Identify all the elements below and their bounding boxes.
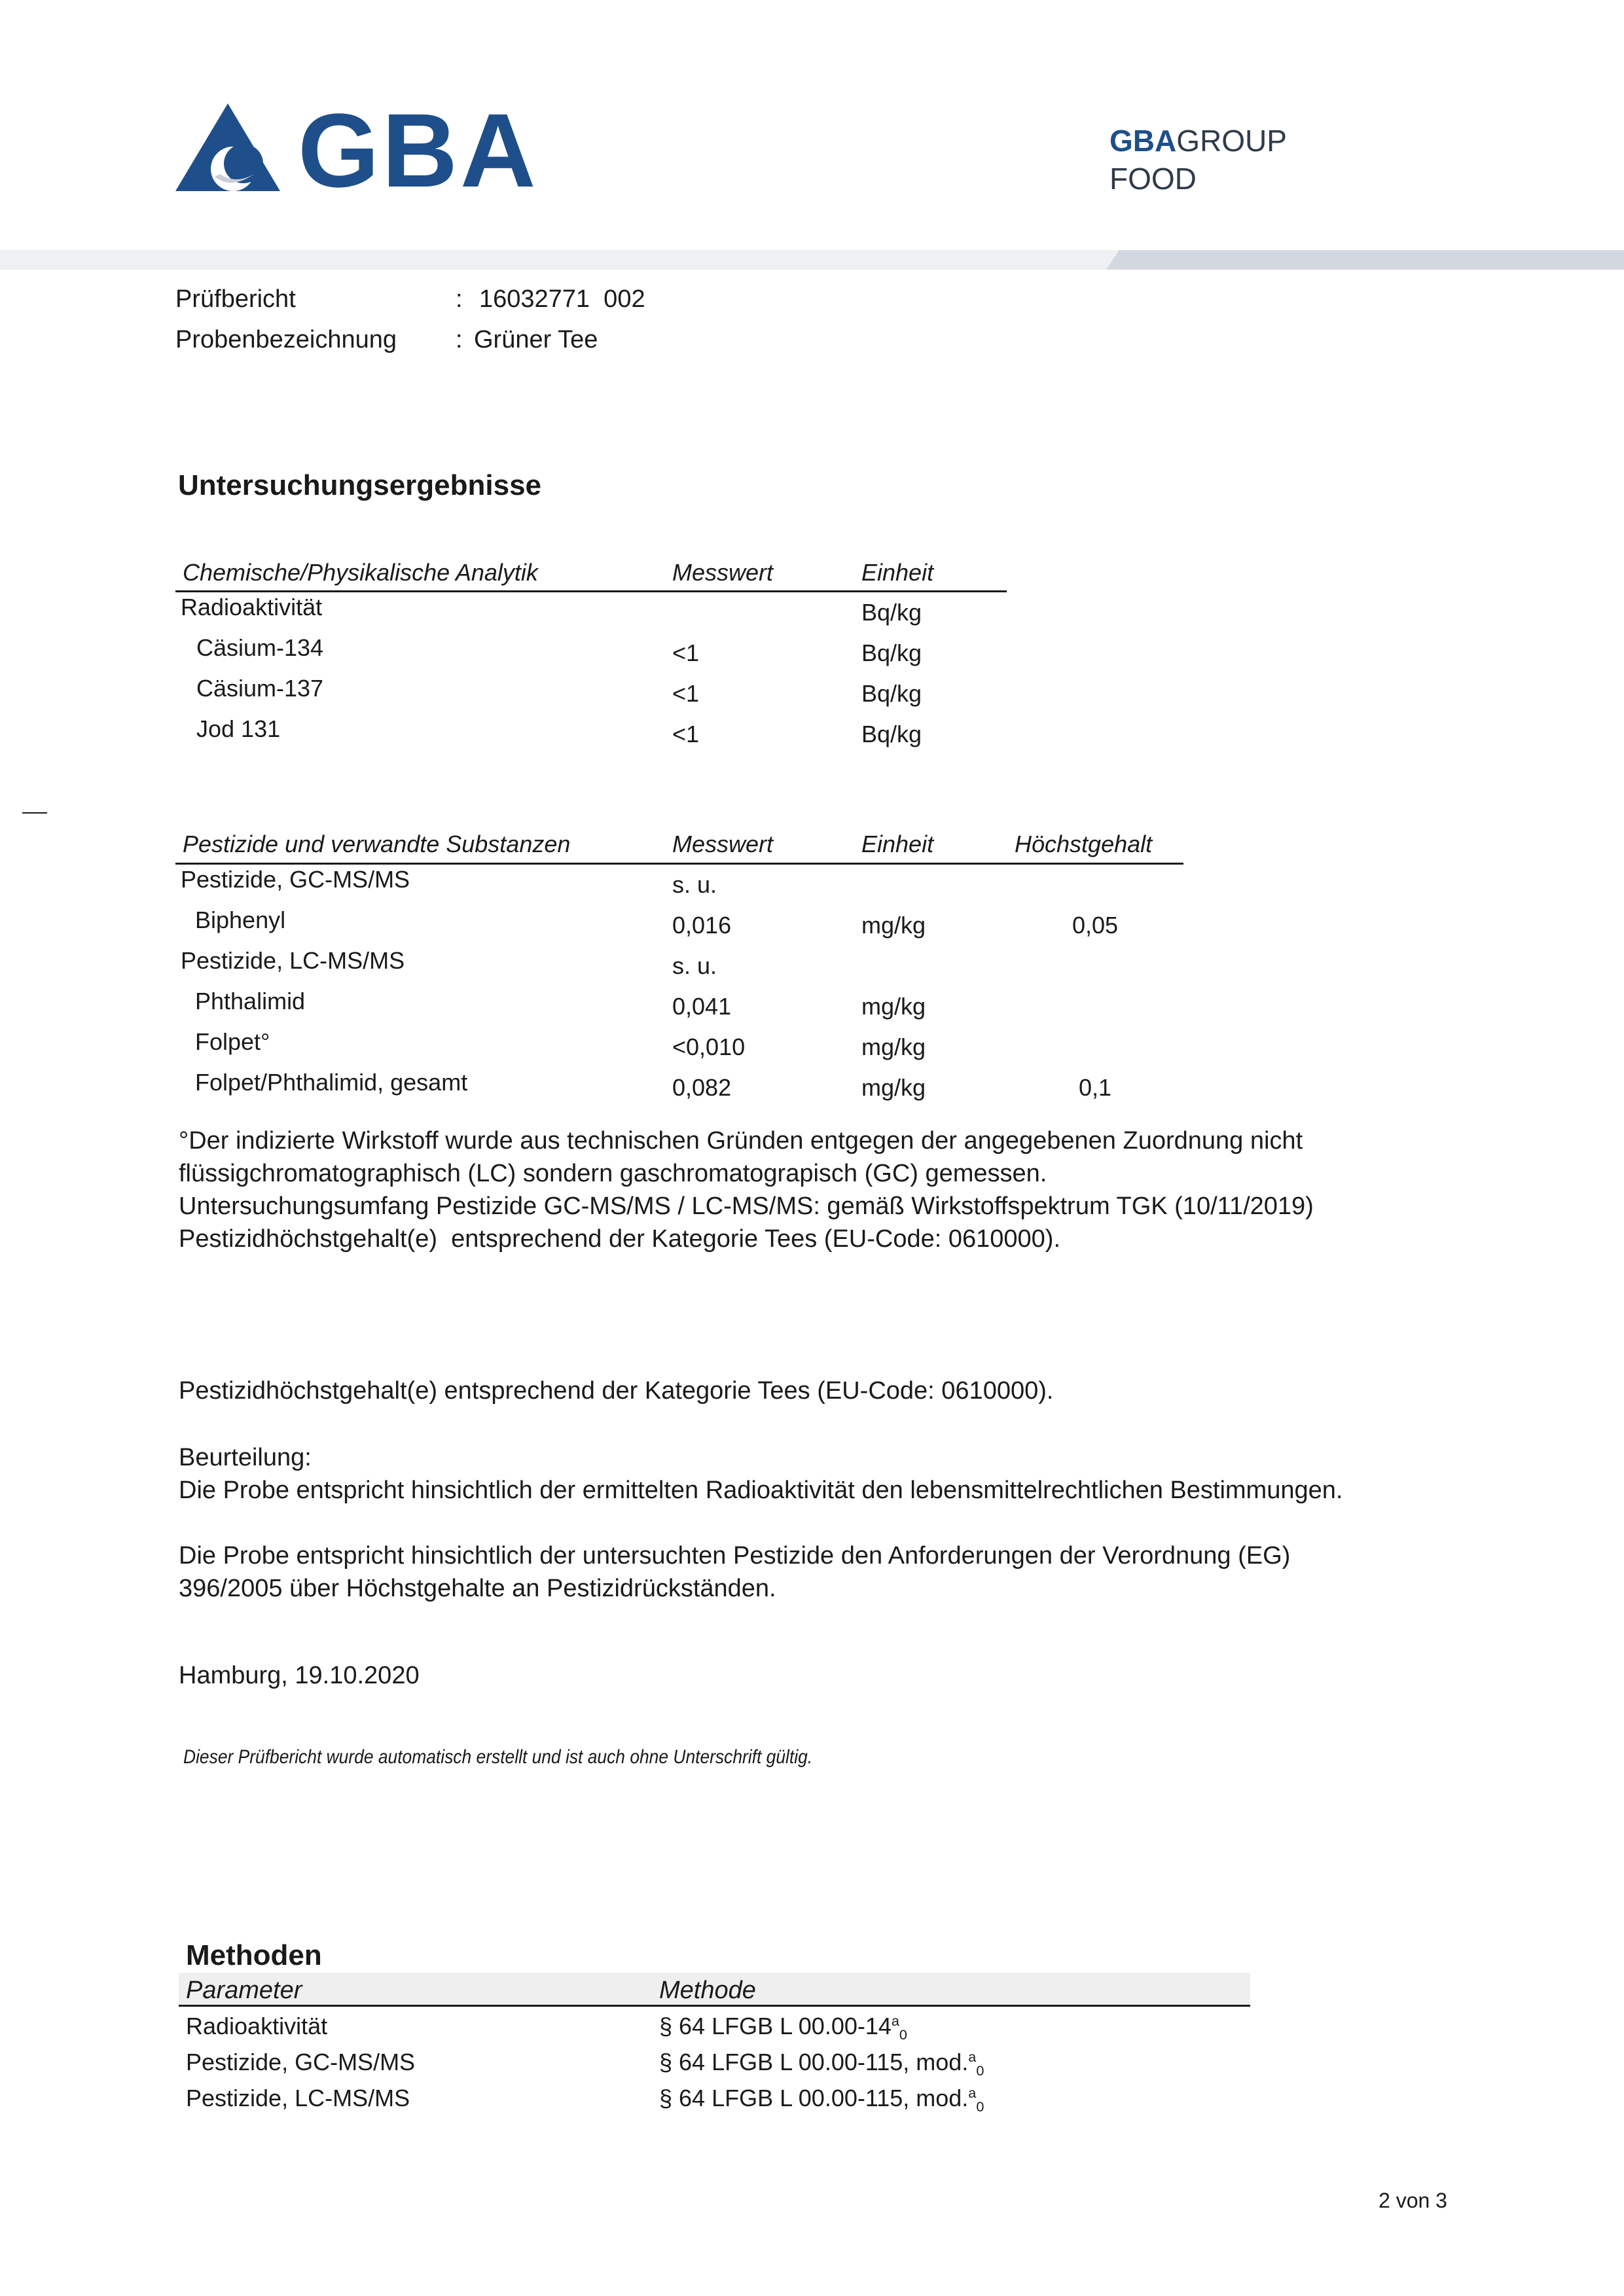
chem-header-unit: Einheit [861,559,934,586]
pest-header-unit: Einheit [861,831,934,857]
assessment-intro: Pestizidhöchstgehalt(e) entsprechend der Kategorie Tees (EU-Code: 0610000). [179,1377,1054,1405]
chem-row-radio-unit: Bq/kg [861,599,922,626]
methods-title: Methoden [186,1939,322,1971]
pest-header-max: Höchstgehalt [1015,831,1153,857]
note-line-1: °Der indizierte Wirkstoff wurde aus technischen Gründen entgegen der angegebenen Zuordnung nicht [179,1127,1303,1155]
pest-row-sum-unit: mg/kg [861,1074,926,1101]
method-row-radio-ref: § 64 LFGB L 00.00-14 [659,2013,892,2039]
pest-row-sum-max: 0,1 [1079,1074,1112,1101]
method-row-lc-sup: a [968,2085,977,2101]
assessment-pest-line-2: 396/2005 über Höchstgehalte an Pestizidrückständen. [179,1575,776,1602]
assessment-pest-line-1: Die Probe entspricht hinsichtlich der untersuchten Pestizide den Anforderungen der Verordnung (EG) [179,1542,1291,1570]
pest-row-biphenyl-unit: mg/kg [861,912,926,939]
methods-header-method: Methode [659,1977,756,2004]
sample-separator: : [456,326,463,353]
method-row-radio-sub: 0 [899,2026,907,2043]
division-label: FOOD [1110,162,1197,196]
group-label-rest: GROUP [1176,124,1287,158]
pest-header-substances: Pestizide und verwandte Substanzen [183,831,571,857]
method-row-lc-sub: 0 [976,2098,984,2115]
chem-row-iod-name: Jod 131 [196,715,281,742]
pest-row-biphenyl-value: 0,016 [672,912,732,939]
chem-header-value: Messwert [672,559,774,586]
method-row-radio-sup: a [891,2013,899,2029]
fold-mark [22,812,47,814]
method-row-gc-method [659,2049,984,2079]
chem-row-iod-unit: Bq/kg [861,721,922,747]
method-row-gc-ref: § 64 LFGB L 00.00-115, mod. [659,2049,969,2075]
methods-header-parameter: Parameter [186,1977,302,2004]
chem-header-analytics: Chemische/Physikalische Analytik [183,559,538,586]
pest-row-lc-name: Pestizide, LC-MS/MS [181,947,405,974]
header-band-accent [1106,250,1624,270]
group-label-bold: GBA [1110,124,1177,158]
methods-header-rule [179,2005,1250,2007]
note-line-3: Untersuchungsumfang Pestizide GC-MS/MS / LC-MS/MS: gemäß Wirkstoffspektrum TGK (10/11/2019) [179,1193,1314,1220]
page-number: 2 von 3 [1379,2189,1447,2212]
method-row-lc-param: Pestizide, LC-MS/MS [186,2085,410,2111]
pest-row-phthalimid-unit: mg/kg [861,993,926,1020]
chem-row-cs134-name: Cäsium-134 [196,634,324,661]
pest-row-sum-name: Folpet/Phthalimid, gesamt [195,1069,468,1096]
chem-row-cs137-name: Cäsium-137 [196,675,324,702]
pest-row-biphenyl-name: Biphenyl [195,906,286,933]
report-number: 16032771 002 [479,285,645,313]
group-label [1110,126,1287,156]
chem-row-radio-name: Radioaktivität [181,594,323,620]
chem-row-cs134-value: <1 [672,639,700,666]
pest-row-folpet-value: <0,010 [672,1033,746,1060]
pest-header-value: Messwert [672,831,774,857]
place-date: Hamburg, 19.10.2020 [179,1662,420,1689]
method-row-gc-sub: 0 [976,2062,984,2079]
pest-row-folpet-name: Folpet° [195,1028,270,1055]
method-row-gc-param: Pestizide, GC-MS/MS [186,2049,416,2075]
assessment-radio: Die Probe entspricht hinsichtlich der ermittelten Radioaktivität den lebensmittelrechtlichen Bestimmungen. [179,1477,1343,1504]
chem-row-iod-value: <1 [672,721,700,747]
pest-row-gc-value: s. u. [672,871,717,898]
report-label: Prüfbericht [175,285,296,313]
chem-row-cs134-unit: Bq/kg [861,639,922,666]
chem-row-cs137-unit: Bq/kg [861,680,922,707]
pest-row-phthalimid-name: Phthalimid [195,988,306,1014]
method-row-radio-param: Radioaktivität [186,2013,328,2039]
logo-text: GBA [298,92,539,209]
method-row-lc-method [659,2085,984,2115]
pest-header-rule [175,863,1183,865]
pest-row-phthalimid-value: 0,041 [672,993,732,1020]
chem-row-cs137-value: <1 [672,680,700,707]
sample-name: Grüner Tee [474,326,598,353]
pest-row-folpet-unit: mg/kg [861,1033,926,1060]
assessment-heading: Beurteilung: [179,1444,312,1471]
auto-generated-note: Dieser Prüfbericht wurde automatisch erstellt und ist auch ohne Unterschrift gültig. [183,1746,813,1768]
sample-label: Probenbezeichnung [175,326,397,353]
pest-row-gc-name: Pestizide, GC-MS/MS [181,866,410,893]
pest-row-sum-value: 0,082 [672,1074,732,1101]
report-separator: : [456,285,463,313]
results-title: Untersuchungsergebnisse [178,469,542,501]
pest-row-lc-value: s. u. [672,952,717,979]
method-row-gc-sup: a [968,2049,977,2065]
note-line-2: flüssigchromatographisch (LC) sondern gaschromatograpisch (GC) gemessen. [179,1160,1047,1187]
method-row-radio-method [659,2013,907,2043]
pest-row-biphenyl-max: 0,05 [1072,912,1119,939]
chem-header-rule [175,590,1007,592]
gba-logo-icon [175,103,280,191]
note-line-4: Pestizidhöchstgehalt(e) entsprechend der Kategorie Tees (EU-Code: 0610000). [179,1225,1060,1253]
method-row-lc-ref: § 64 LFGB L 00.00-115, mod. [659,2085,969,2111]
